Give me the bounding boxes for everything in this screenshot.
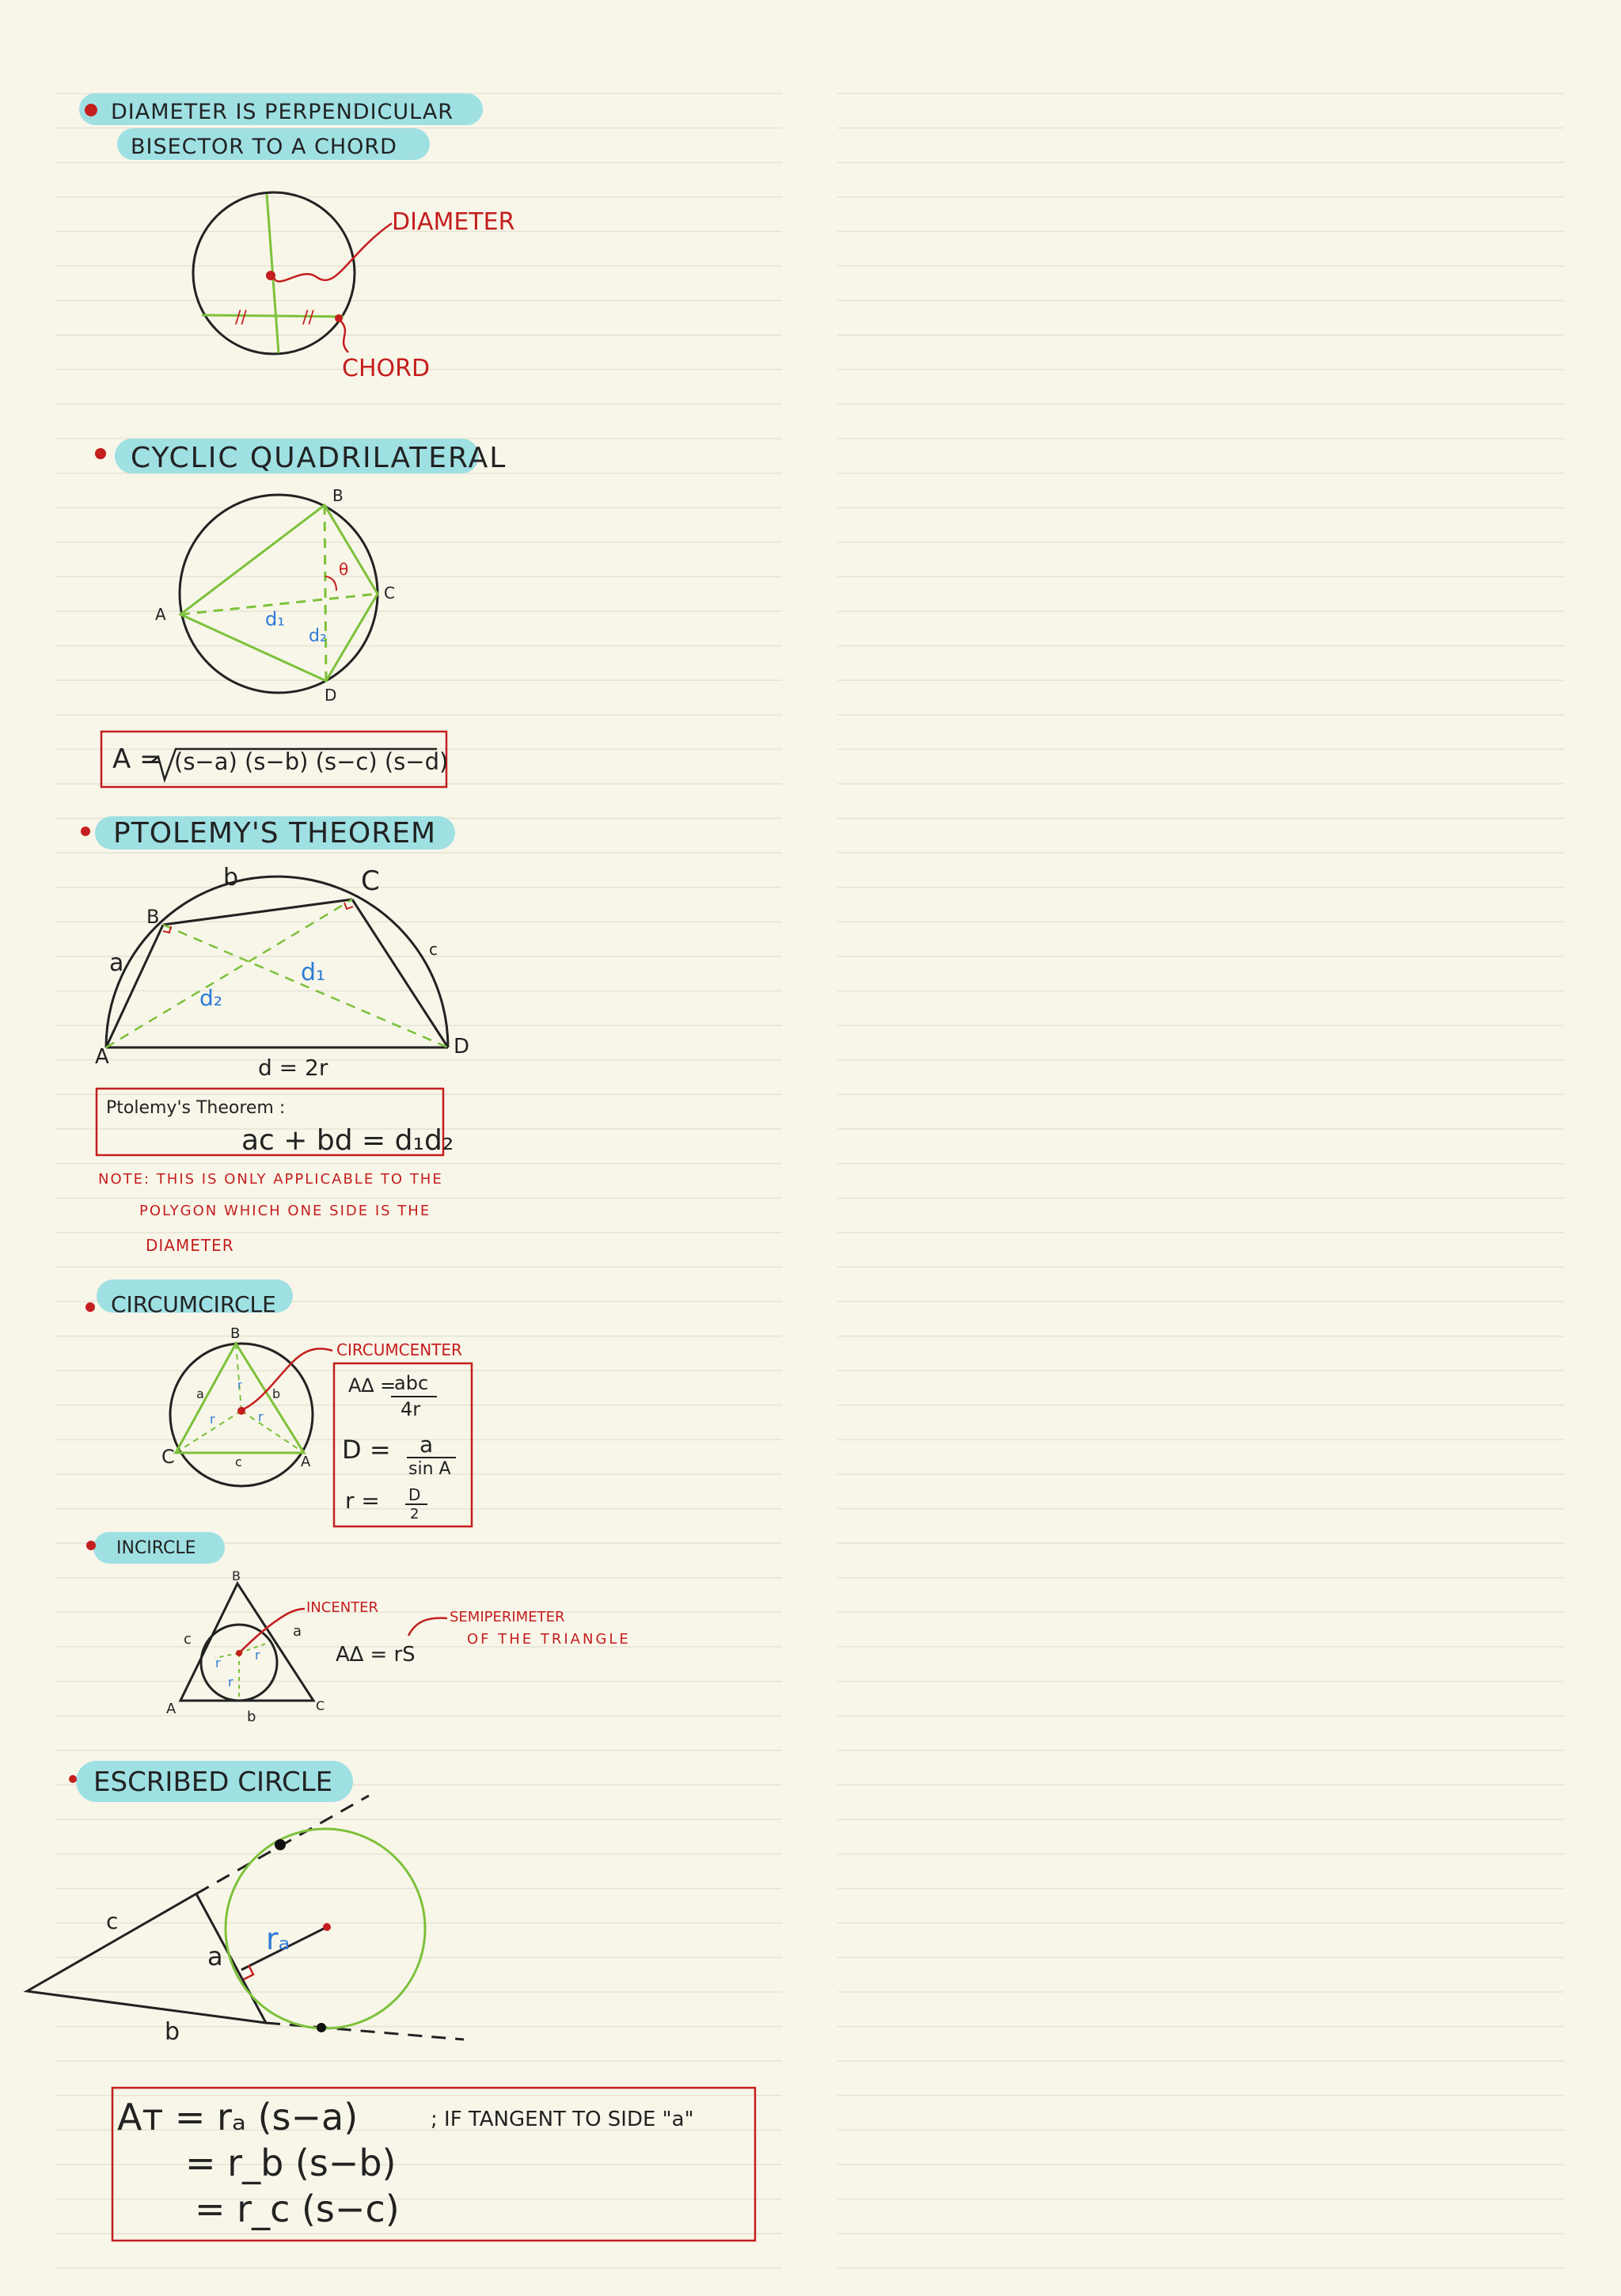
triangle xyxy=(180,1583,313,1701)
label-d1: d₁ xyxy=(301,959,326,986)
label-chord: CHORD xyxy=(342,355,431,382)
semiperimeter-line1: SEMIPERIMETER xyxy=(450,1609,565,1625)
formula-line2: = r_b (s−b) xyxy=(185,2142,397,2184)
heading: PTOLEMY'S THEOREM xyxy=(113,817,437,850)
bullet-dot xyxy=(85,104,97,116)
side-c-label: c xyxy=(429,940,438,959)
bullet-dot xyxy=(81,827,90,836)
tangent-point-upper xyxy=(275,1839,286,1850)
heading-line2: BISECTOR TO A CHORD xyxy=(131,135,397,159)
radius-label-right: r xyxy=(258,1409,264,1424)
formula-line1: Aᴛ = rₐ (s−a) xyxy=(117,2096,359,2138)
area-formula: A∆ = rS xyxy=(336,1643,416,1667)
note-line3: DIAMETER xyxy=(146,1236,234,1255)
heading: CIRCUMCIRCLE xyxy=(111,1291,276,1317)
bullet-dot xyxy=(86,1541,96,1550)
label-diameter: DIAMETER xyxy=(392,208,515,236)
right-angle-c xyxy=(344,903,353,909)
diagonal-d2 xyxy=(325,505,326,681)
side-b-label: b xyxy=(247,1709,256,1725)
vertex-a: A xyxy=(155,605,166,624)
label-circumcenter: CIRCUMCENTER xyxy=(336,1340,462,1359)
radius-b xyxy=(236,1344,241,1411)
formula-condition: ; IF TANGENT TO SIDE "a" xyxy=(431,2108,694,2131)
chord-line xyxy=(202,315,344,317)
tangent-point-lower xyxy=(317,2023,326,2032)
excenter-point xyxy=(323,1923,331,1931)
label-theta: θ xyxy=(339,560,349,579)
radius-label-left: r xyxy=(210,1412,215,1427)
extension-lower xyxy=(266,2023,464,2039)
vertex-b: B xyxy=(146,906,160,928)
semicircle xyxy=(106,876,448,1047)
vertex-c: C xyxy=(316,1698,325,1713)
radius-label-bottom: r xyxy=(228,1674,233,1690)
radius-numerator: D xyxy=(408,1485,421,1504)
radius-label-left: r xyxy=(215,1655,221,1671)
area-numerator: abc xyxy=(394,1372,429,1394)
side-a-label: a xyxy=(207,1941,223,1971)
sine-denominator: sin A xyxy=(408,1459,451,1479)
chord-pointer xyxy=(340,321,348,352)
radius-a xyxy=(241,1411,304,1453)
vertex-c: C xyxy=(384,584,395,603)
formula-line3: = r_c (s−c) xyxy=(195,2188,400,2230)
note-line1: NOTE: THIS IS ONLY APPLICABLE TO THE xyxy=(98,1171,443,1188)
label-d2: d₂ xyxy=(309,626,327,646)
section-ptolemy xyxy=(81,816,469,1255)
side-b-label: b xyxy=(223,864,239,891)
sine-lhs: D = xyxy=(342,1435,391,1465)
vertex-b: B xyxy=(230,1325,241,1342)
quadrilateral xyxy=(180,505,378,681)
side-c-label: c xyxy=(184,1631,192,1648)
radius-label-top: r xyxy=(237,1379,242,1392)
bullet-dot xyxy=(95,448,106,459)
section-incircle xyxy=(86,1532,631,1725)
side-a-label: a xyxy=(293,1623,302,1640)
area-denominator: 4r xyxy=(401,1398,421,1420)
box-title: Ptolemy's Theorem : xyxy=(106,1098,286,1118)
heading: INCIRCLE xyxy=(116,1538,196,1558)
equal-tick-right: // xyxy=(302,308,314,328)
vertex-a: A xyxy=(301,1454,311,1470)
section-escribed-circle xyxy=(27,1761,755,2241)
side-ab xyxy=(106,925,163,1047)
section-cyclic-quadrilateral xyxy=(95,439,507,787)
formula-radicand: (s−a) (s−b) (s−c) (s−d) xyxy=(174,748,449,775)
side-bc xyxy=(163,899,352,925)
circumcenter-pointer xyxy=(243,1349,332,1409)
equal-tick-left: // xyxy=(235,308,247,328)
radius-lhs: r = xyxy=(345,1488,380,1514)
vertex-b: B xyxy=(232,1568,241,1583)
diameter-label: d = 2r xyxy=(258,1055,328,1081)
semiperimeter-line2: OF THE TRIANGLE xyxy=(467,1631,631,1648)
angle-arc xyxy=(325,576,336,591)
side-a-label: a xyxy=(196,1386,204,1401)
box-formula: ac + bd = d₁d₂ xyxy=(241,1124,454,1157)
bullet-dot xyxy=(85,1302,95,1312)
vertex-c: C xyxy=(361,865,380,897)
label-d2: d₂ xyxy=(199,985,222,1011)
vertex-a: A xyxy=(166,1701,177,1717)
sine-numerator: a xyxy=(419,1431,434,1458)
exradius-label: rₐ xyxy=(266,1922,290,1956)
bullet-dot xyxy=(69,1775,77,1783)
vertex-a: A xyxy=(95,1045,109,1069)
formula-lhs: A = xyxy=(112,743,162,775)
label-incenter: INCENTER xyxy=(306,1599,379,1616)
section-circumcircle xyxy=(85,1279,472,1526)
radius-label-right: r xyxy=(255,1648,260,1663)
area-lhs: A∆ = xyxy=(348,1374,397,1397)
side-b-label: b xyxy=(165,2018,180,2046)
vertex-d: D xyxy=(325,686,337,705)
heading: CYCLIC QUADRILATERAL xyxy=(131,442,507,474)
label-d1: d₁ xyxy=(265,608,285,630)
vertex-b: B xyxy=(332,486,344,505)
radius-denominator: 2 xyxy=(410,1506,419,1522)
section-diameter xyxy=(79,93,514,382)
semiperimeter-pointer xyxy=(408,1618,447,1636)
vertex-d: D xyxy=(454,1035,470,1059)
side-c-label: c xyxy=(106,1908,119,1934)
side-c-label: c xyxy=(235,1454,242,1469)
side-b-label: b xyxy=(272,1386,281,1401)
note-line2: POLYGON WHICH ONE SIDE IS THE xyxy=(139,1203,431,1219)
side-a-label: a xyxy=(109,949,124,977)
heading-line1: DIAMETER IS PERPENDICULAR xyxy=(111,100,454,124)
radius-c xyxy=(176,1411,241,1453)
vertex-c: C xyxy=(161,1446,175,1468)
heading: ESCRIBED CIRCLE xyxy=(93,1766,333,1798)
